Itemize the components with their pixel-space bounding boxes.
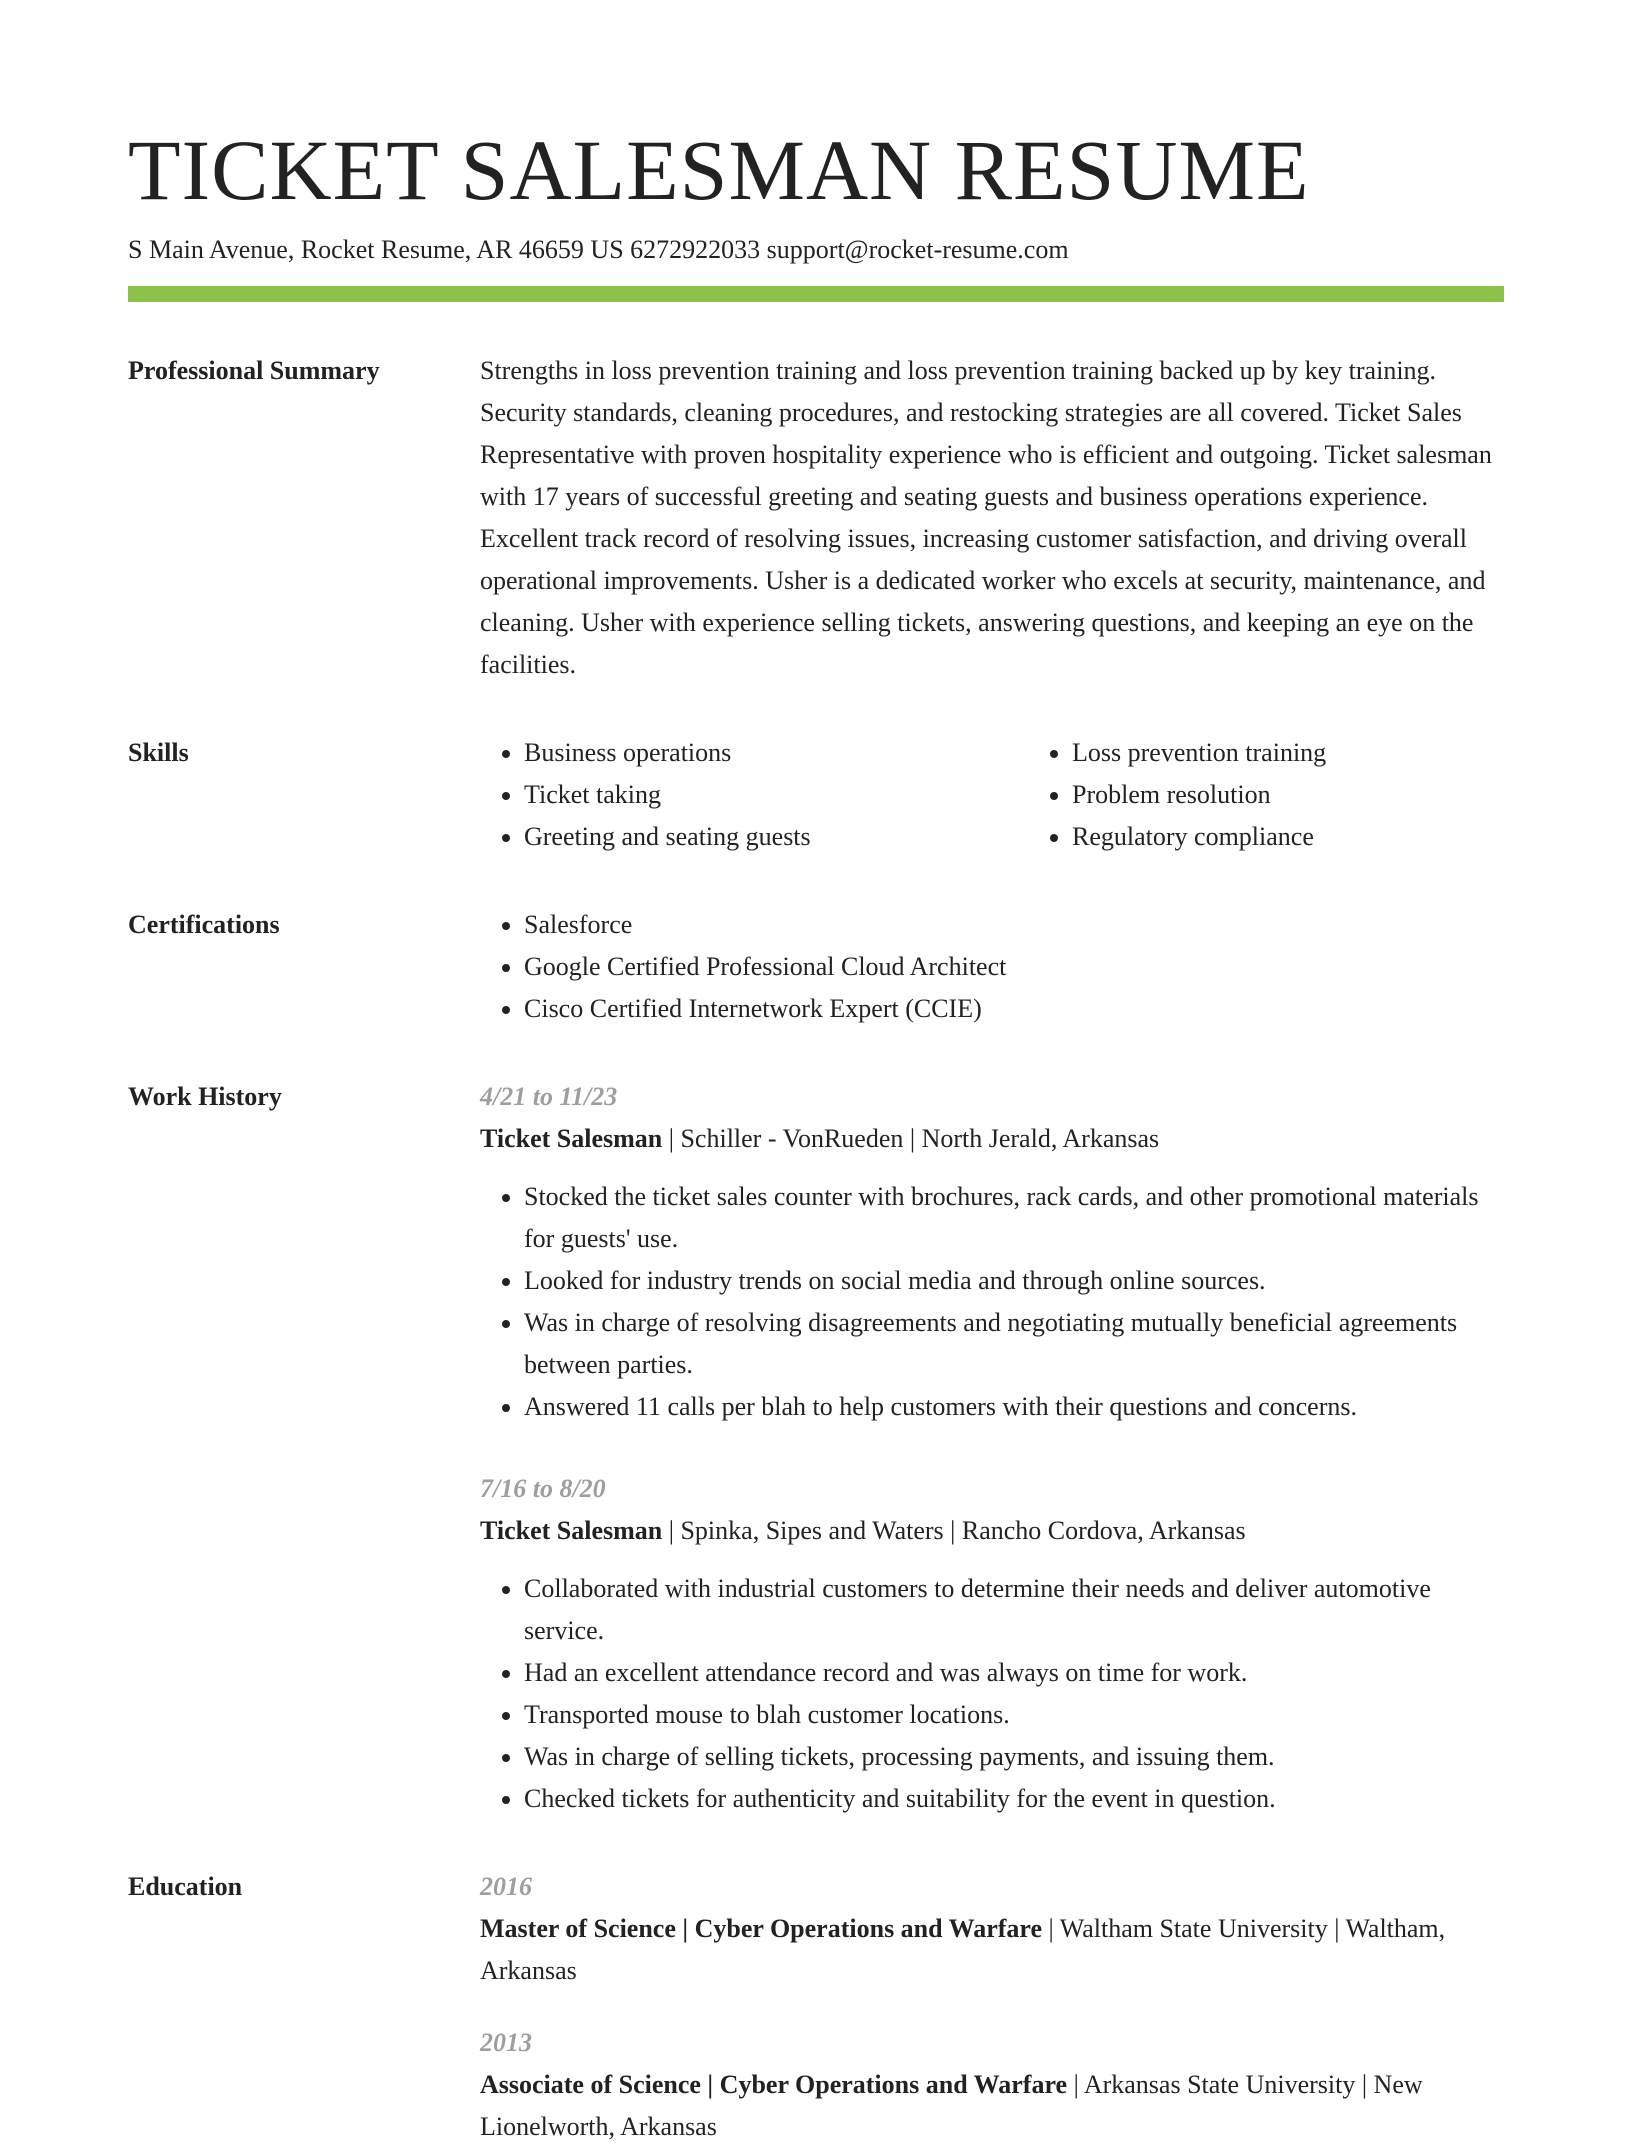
work-history-section xyxy=(128,1076,1504,1820)
job-role: Ticket Salesman xyxy=(480,1516,663,1545)
job-bullet: • Answered 11 calls per blah to help customers with their questions and concerns. xyxy=(524,1386,1504,1428)
job-entry xyxy=(480,1076,1504,1428)
job-bullet: • Stocked the ticket sales counter with brochures, rack cards, and other promotional materials for guests' use. xyxy=(524,1176,1504,1260)
skills-section xyxy=(128,732,1504,858)
education-entry xyxy=(480,2022,1504,2148)
section-title-work-history: Work History xyxy=(128,1082,282,1111)
job-role: Ticket Salesman xyxy=(480,1124,663,1153)
certification-item: • Google Certified Professional Cloud Architect xyxy=(524,946,1504,988)
certifications-list xyxy=(480,904,1504,1030)
education-entry xyxy=(480,1866,1504,1992)
job-bullet: • Collaborated with industrial customers to determine their needs and deliver automotive service. xyxy=(524,1568,1504,1652)
skill-item: • Ticket taking xyxy=(524,774,1028,816)
education-year: 2016 xyxy=(480,1872,532,1901)
education-line xyxy=(480,1908,1504,1992)
accent-divider xyxy=(128,286,1504,302)
job-role-line xyxy=(480,1510,1504,1552)
job-details: | Schiller - VonRueden | North Jerald, Arkansas xyxy=(662,1124,1160,1153)
certification-item: • Salesforce xyxy=(524,904,1504,946)
skill-item: • Loss prevention training xyxy=(1072,732,1576,774)
certification-item: • Cisco Certified Internetwork Expert (CCIE) xyxy=(524,988,1504,1030)
section-title-education: Education xyxy=(128,1872,243,1901)
education-degree: Master of Science | Cyber Operations and Warfare xyxy=(480,1914,1043,1943)
summary-text: Strengths in loss prevention training and loss prevention training backed up by key training. Security standards, cleaning procedures, and restocking strategies are all covered. Ticket Sales Representative with proven hospitality experience who is efficient and outgoing. Ticket salesman with 17 years of successful greeting and seating guests and business operations experience. Excellent track record of resolving issues, increasing customer satisfaction, and driving overall operational improvements. Usher is a dedicated worker who excels at security, maintenance, and cleaning. Usher with experience selling tickets, answering questions, and keeping an eye on the facilities. xyxy=(480,356,1492,679)
job-bullet: • Transported mouse to blah customer locations. xyxy=(524,1694,1504,1736)
skill-item: • Greeting and seating guests xyxy=(524,816,1028,858)
education-degree: Associate of Science | Cyber Operations and Warfare xyxy=(480,2070,1068,2099)
section-title-certifications: Certifications xyxy=(128,910,280,939)
skill-item: • Problem resolution xyxy=(1072,774,1576,816)
job-entry xyxy=(480,1468,1504,1820)
certifications-section xyxy=(128,904,1504,1030)
education-section xyxy=(128,1866,1504,2148)
resume-page xyxy=(128,118,1504,2148)
skill-item: • Business operations xyxy=(524,732,1028,774)
job-bullet: • Was in charge of selling tickets, processing payments, and issuing them. xyxy=(524,1736,1504,1778)
contact-line: S Main Avenue, Rocket Resume, AR 46659 US 6272922033 support@rocket-resume.com xyxy=(128,235,1069,264)
skills-list-left xyxy=(480,732,1028,858)
section-title-skills: Skills xyxy=(128,738,189,767)
job-bullets xyxy=(480,1176,1504,1428)
job-dates: 4/21 to 11/23 xyxy=(480,1082,618,1111)
skills-list-right xyxy=(1028,732,1576,858)
job-role-line xyxy=(480,1118,1504,1160)
education-details: | Waltham State University | Waltham, Arkansas xyxy=(480,1914,1446,1985)
job-bullets xyxy=(480,1568,1504,1820)
education-year: 2013 xyxy=(480,2028,532,2057)
section-title-summary: Professional Summary xyxy=(128,356,380,385)
job-bullet: • Was in charge of resolving disagreements and negotiating mutually beneficial agreements between parties. xyxy=(524,1302,1504,1386)
job-bullet: • Had an excellent attendance record and was always on time for work. xyxy=(524,1652,1504,1694)
skill-item: • Regulatory compliance xyxy=(1072,816,1576,858)
job-bullet: • Checked tickets for authenticity and suitability for the event in question. xyxy=(524,1778,1504,1820)
job-details: | Spinka, Sipes and Waters | Rancho Cordova, Arkansas xyxy=(662,1516,1246,1545)
education-line xyxy=(480,2064,1504,2148)
job-bullet: • Looked for industry trends on social media and through online sources. xyxy=(524,1260,1504,1302)
education-details: | Arkansas State University | New Lionelworth, Arkansas xyxy=(480,2070,1423,2141)
job-dates: 7/16 to 8/20 xyxy=(480,1474,606,1503)
summary-section xyxy=(128,350,1504,686)
resume-title: TICKET SALESMAN RESUME xyxy=(128,122,1310,218)
